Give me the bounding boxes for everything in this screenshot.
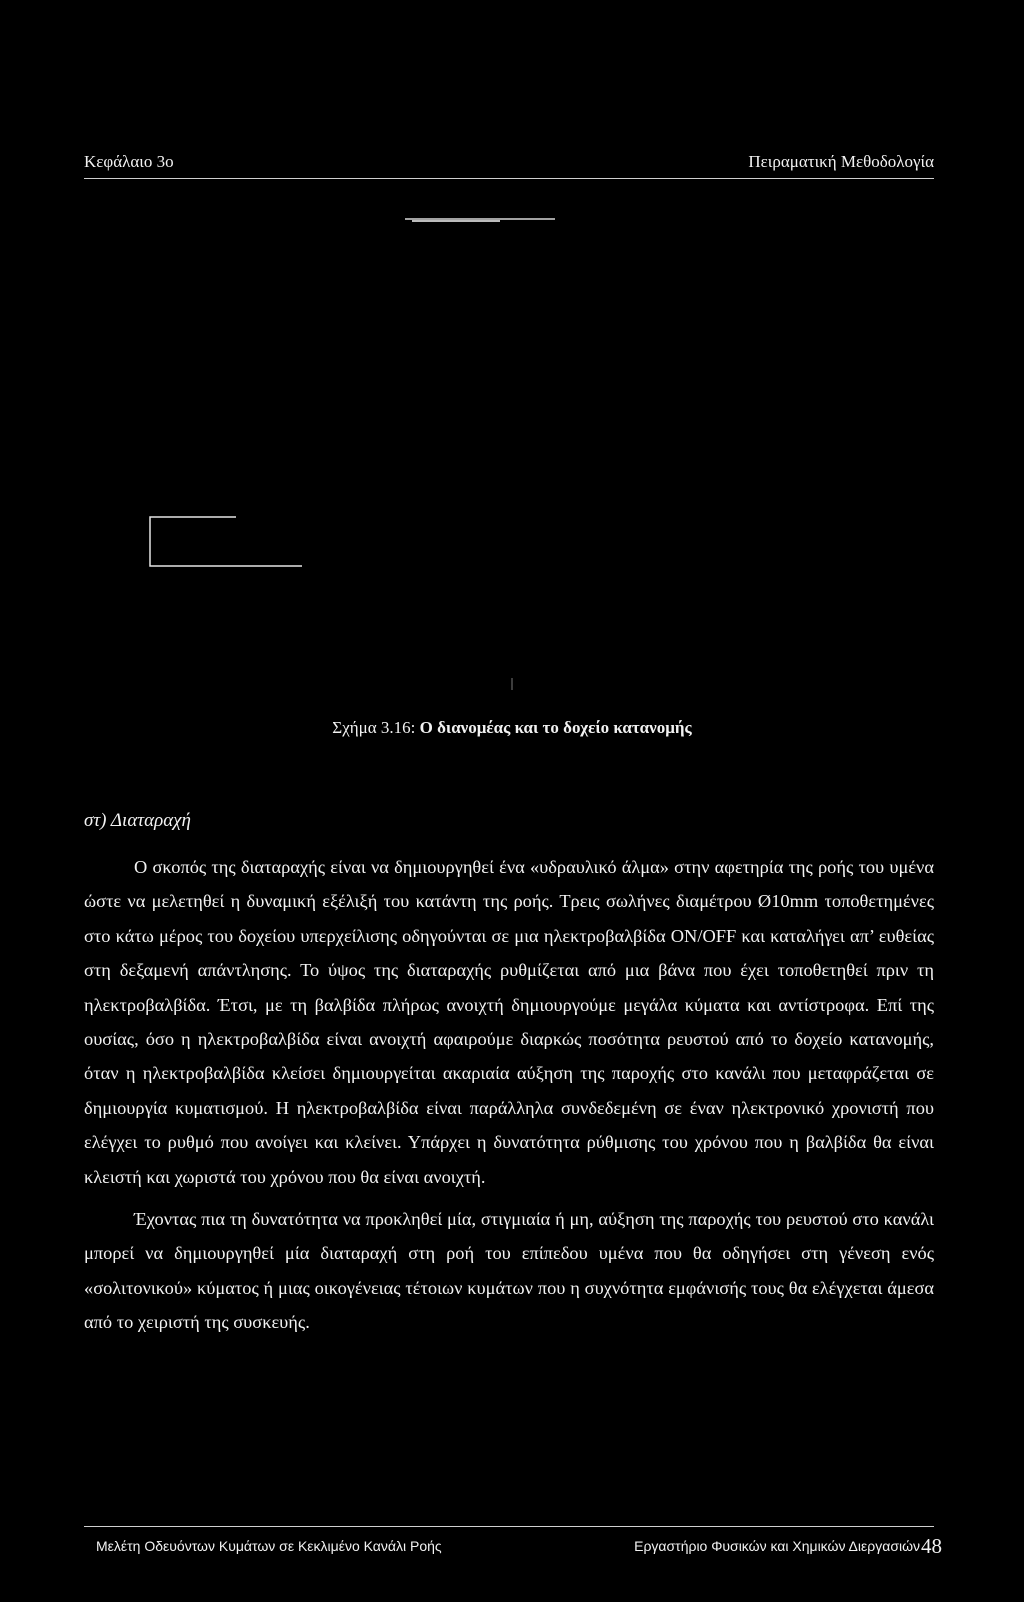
chapter-title: Πειραματική Μεθοδολογία bbox=[748, 152, 934, 171]
body-text bbox=[84, 850, 934, 1340]
figure-box-outline bbox=[150, 517, 302, 566]
section-heading: στ) Διαταραχή bbox=[84, 810, 191, 831]
figure-drawing bbox=[0, 200, 1024, 700]
header-rule bbox=[84, 178, 934, 179]
footer-document-title: Μελέτη Οδευόντων Κυμάτων σε Κεκλιμένο Κανάλι Ροής bbox=[96, 1538, 442, 1554]
figure-caption bbox=[0, 718, 1024, 738]
paragraph: Έχοντας πια τη δυνατότητα να προκληθεί μία, στιγμιαία ή μη, αύξηση της παροχής του ρευστού στο κανάλι μπορεί να δημιουργηθεί μία διαταραχή στη ροή του επίπεδου υμένα που θα οδηγήσει στη γένεση ενός «σολιτονικού» κύματος ή μιας οικογένειας τέτοιων κυμάτων που η συχνότητα εμφάνισής τους θα ελέγχεται άμεσα από το χειριστή της συσκευής. bbox=[84, 1209, 934, 1333]
chapter-label: Κεφάλαιο 3ο bbox=[84, 152, 174, 171]
paragraph: Ο σκοπός της διαταραχής είναι να δημιουργηθεί ένα «υδραυλικό άλμα» στην αφετηρία της ροής του υμένα ώστε να μελετηθεί η δυναμική εξέλιξή του κατάντη της ροής. Τρεις σωλήνες διαμέτρου Ø10mm τοποθετημένες στο κάτω μέρος του δοχείου υπερχείλισης οδηγούνται σε μια ηλεκτροβαλβίδα ON/OFF και καταλήγει απ’ ευθείας στη δεξαμενή απάντλησης. Το ύψος της διαταραχής ρυθμίζεται από μια βάνα που έχει τοποθετηθεί πριν τη ηλεκτροβαλβίδα. Έτσι, με τη βαλβίδα πλήρως ανοιχτή δημιουργούμε μεγάλα κύματα και αντίστροφα. Επί της ουσίας, όσο η ηλεκτροβαλβίδα είναι ανοιχτή αφαιρούμε διαρκώς ποσότητα ρευστού από το δοχείο κατανομής, όταν η ηλεκτροβαλβίδα κλείσει δημιουργείται ακαριαία αύξηση της παροχής στο κανάλι που μεταφράζεται σε δημιουργία κυματισμού. Η ηλεκτροβαλβίδα είναι παράλληλα συνδεδεμένη σε έναν ηλεκτρονικό χρονιστή που ελέγχει το ρυθμό που ανοίγει και κλείνει. Υπάρχει η δυνατότητα ρύθμισης του χρόνου που η βαλβίδα θα είναι κλειστή και χωριστά του χρόνου που θα είναι ανοιχτή. bbox=[84, 857, 934, 1187]
figure-area bbox=[0, 200, 1024, 700]
page-number: 48 bbox=[921, 1534, 942, 1558]
footer-rule bbox=[84, 1526, 934, 1527]
footer-lab-name: Εργαστήριο Φυσικών και Χημικών Διεργασιών bbox=[634, 1538, 920, 1554]
caption-title: Ο διανομέας και το δοχείο κατανομής bbox=[419, 718, 692, 737]
caption-number: Σχήμα 3.16: bbox=[332, 718, 416, 737]
